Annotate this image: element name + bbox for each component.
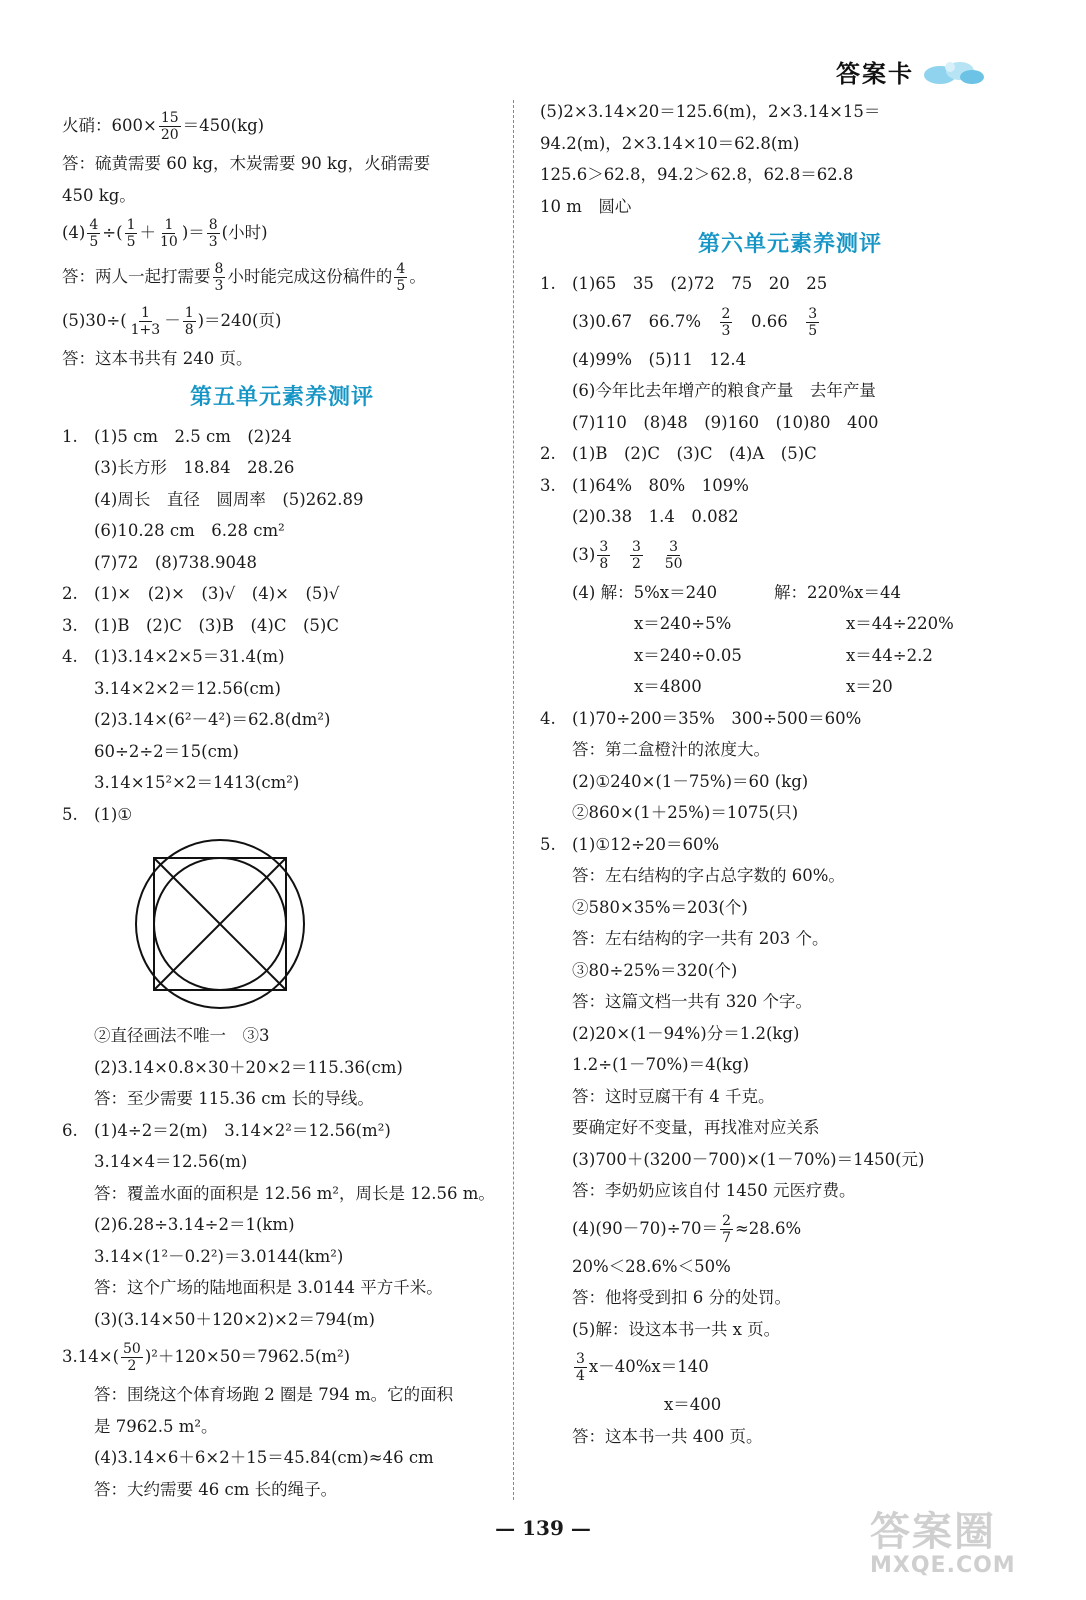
answer-text: (3)700＋(3200－700)×(1－70%)＝1450(元): [572, 1149, 925, 1169]
answer-text: (2)20×(1－94%)分＝1.2(kg): [572, 1023, 800, 1043]
answer-line: [62, 1241, 502, 1273]
answer-text: 60÷2÷2＝15(cm): [94, 741, 239, 761]
answer-line: (4)(90－70)÷70＝ $\frac{2}{7}$ ≈28.6%: [572, 1212, 802, 1246]
equation-line: x＝20: [846, 677, 893, 696]
answer-text: (4)3.14×6＋6×2＋15＝45.84(cm)≈46 cm: [94, 1448, 434, 1467]
answer-line: [62, 547, 502, 579]
answer-line: (5)30÷( $\frac{1}{1+3}$ － $\frac{1}{8}$ )＝240(页): [62, 305, 282, 338]
answer-line: [62, 767, 502, 799]
column-divider: [513, 100, 514, 1500]
answer-text: (1)70÷200＝35% 300÷500＝60%: [572, 708, 862, 728]
answer-line: (5)解：设这本书一共 x 页。: [572, 1319, 781, 1339]
answer-text: (2)6.28÷3.14÷2＝1(km): [94, 1215, 295, 1234]
answer-line: [62, 452, 502, 484]
answer-line: 10 m 圆心: [540, 196, 632, 216]
section-title-unit6: 第六单元素养测评: [697, 232, 882, 257]
answer-line: [540, 1144, 1040, 1176]
answer-text: 3.14×(1²－0.2²)＝3.0144(km²): [94, 1246, 344, 1266]
answer-line: [540, 1081, 1040, 1113]
unit5-answers: [62, 421, 502, 831]
answer-card-header: [836, 54, 986, 89]
answer-line: [62, 1115, 502, 1147]
answer-line: (4)99% (5)11 12.4: [572, 349, 747, 369]
answer-line: (7)110 (8)48 (9)160 (10)80 400: [572, 412, 879, 432]
unit6-answers: [540, 703, 1040, 1207]
answer-line: [62, 1304, 502, 1336]
answer-line: [62, 1411, 502, 1443]
answer-line: [62, 641, 502, 673]
answer-text: (6)10.28 cm 6.28 cm²: [94, 521, 285, 540]
answer-line: [540, 766, 1040, 798]
answer-line: (4) $\frac{4}{5}$ ÷( $\frac{1}{5}$ ＋ $\frac{1}{10}$ )＝ $\frac{8}{3}$ (小时): [62, 217, 268, 250]
answer-line: (6)今年比去年增产的粮食产量 去年产量: [572, 381, 876, 400]
answer-line: [540, 1018, 1040, 1050]
right-column: [540, 96, 1040, 1452]
answer-line: [62, 610, 502, 642]
answer-line: [540, 829, 1040, 861]
answer-line: [540, 923, 1040, 955]
answer-line: 20%＜28.6%＜50%: [572, 1256, 731, 1276]
answer-text: 答：李奶奶应该自付 1450 元医疗费。: [572, 1181, 856, 1200]
unit5-answers-continued: [62, 1020, 502, 1335]
answer-text: 答：左右结构的字占总字数的 60%。: [572, 866, 845, 885]
answer-line: 答：这本书共有 240 页。: [62, 349, 253, 368]
circle-square-figure: [62, 830, 502, 1020]
answer-line: [540, 797, 1040, 829]
answer-text: 1.2÷(1－70%)＝4(kg): [572, 1055, 750, 1074]
answer-line: [62, 1474, 502, 1506]
answer-text: 答：围绕这个体育场跑 2 圈是 794 m。它的面积: [94, 1385, 454, 1404]
page-number: — 139 —: [495, 1516, 591, 1540]
answer-text: ②860×(1＋25%)＝1075(只): [572, 803, 799, 822]
left-column: [62, 104, 502, 1505]
answer-text: (1)B (2)C (3)B (4)C (5)C: [94, 615, 339, 635]
answer-text: (2)①240×(1－75%)＝60 (kg): [572, 771, 809, 791]
answer-line: [62, 1379, 502, 1411]
equation-line: x＝44÷2.2: [846, 645, 933, 665]
answer-line: [62, 1442, 502, 1474]
answer-line: 火硝：600× $\frac{15}{20}$ ＝450(kg): [62, 110, 265, 143]
answer-text: 答：第二盒橙汁的浓度大。: [572, 740, 770, 759]
answer-text: (4)周长 直径 圆周率 (5)262.89: [94, 489, 364, 509]
answer-text: 答：左右结构的字一共有 203 个。: [572, 929, 829, 948]
answer-text: (3)(3.14×50＋120×2)×2＝794(m): [94, 1309, 375, 1329]
answer-line: [62, 1052, 502, 1084]
question-number: 6.: [62, 1120, 78, 1140]
answer-text: (7)72 (8)738.9048: [94, 552, 257, 572]
answer-line: 1. (1)65 35 (2)72 75 20 25: [540, 274, 828, 293]
answer-card-title: 答案卡: [836, 60, 914, 88]
answer-text: 是 7962.5 m²。: [94, 1416, 218, 1436]
answer-text: 答：这时豆腐干有 4 千克。: [572, 1086, 775, 1106]
question-number: 5.: [62, 804, 78, 824]
circle-with-square-diagram: [132, 836, 308, 1012]
answer-line: x＝400: [664, 1395, 722, 1414]
equation-line: x＝4800: [634, 677, 702, 696]
question-number: 1.: [62, 426, 78, 446]
answer-line: [62, 578, 502, 610]
answer-line: [62, 736, 502, 768]
answer-text: 要确定好不变量，再找准对应关系: [572, 1118, 820, 1137]
site-watermark: [870, 1500, 1070, 1590]
answer-text: 答：这篇文档一共有 320 个字。: [572, 992, 812, 1011]
answer-line: 125.6＞62.8，94.2＞62.8，62.8＝62.8: [540, 165, 854, 184]
answer-line: [540, 1175, 1040, 1207]
answer-line: [62, 673, 502, 705]
answer-text: 3.14×4＝12.56(m): [94, 1152, 248, 1171]
answer-line: (5)2×3.14×20＝125.6(m)，2×3.14×15＝: [540, 102, 881, 121]
answer-line: [540, 1049, 1040, 1081]
question-number: 5.: [540, 834, 556, 854]
answer-line: [62, 1083, 502, 1115]
equation-pair: [540, 577, 1040, 703]
answer-text: (1)× (2)× (3)√ (4)× (5)√: [94, 584, 340, 603]
answer-line: 答：这本书一共 400 页。: [572, 1426, 763, 1446]
watermark-url: MXQE.COM: [870, 1553, 1016, 1578]
answer-line: [62, 1020, 502, 1052]
equation-line: x＝240÷0.05: [634, 645, 742, 665]
answer-line: (2)0.38 1.4 0.082: [572, 507, 739, 526]
answer-line: (3) $\frac{3}{8}$ $\frac{3}{2}$ $\frac{3}{50}$: [572, 538, 683, 572]
answer-line: 答：他将受到扣 6 分的处罚。: [572, 1288, 791, 1307]
answer-text: 3.14×15²×2＝1413(cm²): [94, 773, 300, 792]
answer-text: ②直径画法不唯一 ③3: [94, 1026, 270, 1045]
answer-line: [540, 860, 1040, 892]
question-number: 2.: [62, 584, 78, 603]
answer-text: (3)长方形 18.84 28.26: [94, 458, 295, 477]
answer-text: 答：至少需要 115.36 cm 长的导线。: [94, 1089, 374, 1108]
answer-line: [540, 1112, 1040, 1144]
answer-line: 2. (1)B (2)C (3)C (4)A (5)C: [540, 444, 817, 463]
answer-text: (1)4÷2＝2(m) 3.14×2²＝12.56(m²): [94, 1120, 391, 1140]
question-number: 4.: [62, 647, 78, 666]
answer-line: [62, 484, 502, 516]
answer-text: (2)3.14×(6²－4²)＝62.8(dm²): [94, 710, 331, 729]
equation-line: x＝240÷5%: [634, 614, 732, 633]
answer-line: [62, 704, 502, 736]
answer-text: 答：这个广场的陆地面积是 3.0144 平方千米。: [94, 1278, 443, 1297]
answer-text: (1)3.14×2×5＝31.4(m): [94, 647, 285, 666]
answer-line: [62, 1146, 502, 1178]
answer-line: $\frac{3}{4}$ x－40%x＝140: [576, 1351, 709, 1384]
answer-line: 答：硫黄需要 60 kg，木炭需要 90 kg，火硝需要: [62, 154, 431, 173]
answer-text: ③80÷25%＝320(个): [572, 960, 738, 980]
answer-line: 450 kg。: [62, 185, 136, 205]
answer-text: (2)3.14×0.8×30＋20×2＝115.36(cm): [94, 1057, 403, 1077]
answer-line: [540, 986, 1040, 1018]
answer-line: [62, 515, 502, 547]
answer-text: (1)①12÷20＝60%: [572, 834, 720, 854]
answer-text: 答：大约需要 46 cm 长的绳子。: [94, 1479, 338, 1499]
answer-line: [62, 421, 502, 453]
answer-text: ②580×35%＝203(个): [572, 897, 748, 917]
equation-line: (4) 解：5%x＝240: [572, 582, 718, 602]
equation-line: x＝44÷220%: [846, 614, 954, 633]
answer-line: [62, 1209, 502, 1241]
equation-line: 解：220%x＝44: [774, 582, 901, 602]
unit5-answers-end: [62, 1379, 502, 1505]
answer-line: 94.2(m)，2×3.14×10＝62.8(m): [540, 133, 800, 153]
answer-line: [62, 1178, 502, 1210]
answer-line: [62, 799, 502, 831]
answer-line: [540, 955, 1040, 987]
answer-text: 3.14×2×2＝12.56(cm): [94, 678, 281, 698]
answer-line: 答：两人一起打需要 $\frac{8}{3}$ 小时能完成这份稿件的 $\frac{4}{5}$ 。: [62, 261, 426, 294]
question-number: 3.: [62, 615, 78, 635]
answer-line: 3. (1)64% 80% 109%: [540, 475, 749, 495]
answer-text: 答：覆盖水面的面积是 12.56 m²，周长是 12.56 m。: [94, 1183, 495, 1203]
answer-text: (1)①: [94, 804, 133, 824]
answer-line: (3)0.6̇7̇ 66.7% $\frac{2}{3}$ 0.66 $\frac{3}{5}$: [572, 305, 818, 339]
answer-line: [540, 892, 1040, 924]
answer-line: [540, 734, 1040, 766]
question-number: 4.: [540, 708, 556, 728]
section-title-unit5: 第五单元素养测评: [189, 384, 374, 410]
answer-line: [62, 1272, 502, 1304]
answer-line: [540, 703, 1040, 735]
answer-text: (1)5 cm 2.5 cm (2)24: [94, 426, 292, 446]
cloud-decoration-icon: [920, 57, 986, 87]
watermark-logo-text: 答案圈: [870, 1509, 996, 1555]
answer-line: 3.14×( $\frac{50}{2}$ )²＋120×50＝7962.5(m²): [62, 1341, 351, 1374]
